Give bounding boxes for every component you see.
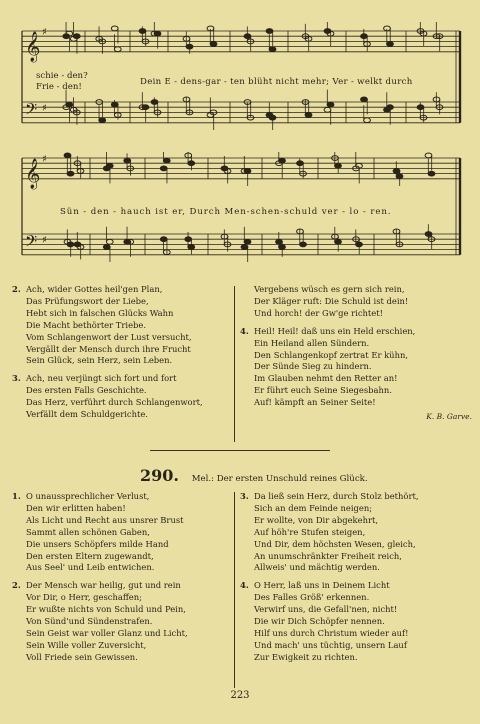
verse-number: 4. — [240, 325, 249, 336]
note-head — [210, 42, 217, 47]
verse-line — [240, 562, 472, 574]
verse-text: Des ersten Falls Geschichte. — [26, 385, 147, 396]
verse-line — [12, 355, 232, 367]
verse-text: Sein Glück, sein Herz, sein Leben. — [26, 355, 173, 366]
verse-line — [240, 628, 472, 640]
verse-text: Auf! kämpft an Seiner Seite! — [254, 397, 376, 408]
section-rule — [150, 450, 330, 451]
note-head — [335, 163, 342, 168]
verse-line — [240, 640, 472, 652]
verse-line — [240, 361, 472, 373]
note-head — [364, 118, 371, 123]
verse-line — [12, 515, 232, 527]
verse-text: Vom Schlangenwort der Lust versucht, — [26, 331, 192, 342]
note-head — [103, 245, 110, 250]
verse-line — [12, 652, 232, 664]
note-head — [186, 44, 193, 49]
note-head — [305, 113, 312, 118]
sharp-icon: ♯ — [42, 154, 47, 165]
bass-clef-icon: 𝄢 — [25, 100, 38, 123]
hymn-number: 290. — [140, 466, 179, 485]
verse-line — [12, 409, 232, 421]
verse-line — [12, 284, 232, 296]
column-divider-289 — [234, 286, 235, 442]
verse-text: Der Kläger ruft: Die Schuld ist dein! — [254, 295, 409, 306]
note-head — [279, 245, 286, 250]
author-signature: K. B. Garve. — [426, 412, 472, 422]
note-head — [99, 118, 106, 123]
lyric-system1-main: Dein E - dens-gar - ten blüht nicht mehr; Ver - welkt durch — [140, 77, 413, 87]
note-head — [335, 239, 342, 244]
verse-text: Ach, neu verjüngt sich fort und fort — [26, 373, 177, 384]
verse-line — [12, 604, 232, 616]
lyric-system2: Sün - den - hauch ist er, Durch Men-schen-schuld ver - lo - ren. — [60, 207, 392, 217]
verse-number: 1. — [12, 491, 21, 501]
verse-line — [240, 551, 472, 563]
verse-text: Vergebens wüsch es gern sich rein, — [254, 284, 405, 294]
hymn289-left-column — [12, 284, 232, 421]
verse-text: Als Licht und Recht aus unsrer Brust — [26, 514, 184, 525]
note-head — [396, 174, 403, 179]
verse-text: Den wir erlitten haben! — [26, 502, 126, 513]
verse-line — [240, 527, 472, 539]
note-head — [241, 245, 248, 250]
verse-line — [12, 628, 232, 640]
verse-line — [240, 296, 472, 308]
melody-note: Mel.: Der ersten Unschuld reines Glück. — [191, 474, 368, 484]
verse-text: Auf höh're Stufen steigen, — [254, 526, 366, 537]
verse-line — [240, 338, 472, 350]
note-head — [154, 31, 161, 36]
note-head — [73, 34, 80, 39]
verse-text: Den Schlangenkopf zertrat Er kühn, — [254, 349, 409, 360]
verse-text: Sein Wille voller Zuversicht, — [26, 639, 147, 650]
verse-text: Von Sünd'und Sündenstrafen. — [26, 616, 153, 627]
hymn290-heading — [140, 466, 368, 485]
verse-number: 4. — [240, 580, 249, 591]
verse-line — [240, 539, 472, 551]
verse-line — [12, 320, 232, 332]
note-head — [64, 153, 71, 158]
verse-line — [240, 350, 472, 362]
note-head — [106, 163, 113, 168]
note-head — [244, 169, 251, 174]
note-head — [279, 158, 286, 163]
verse-text: Das Herz, verführt durch Schlangenwort, — [26, 397, 203, 408]
hymn290-left-column — [12, 491, 232, 664]
verse-line — [240, 373, 472, 385]
verse-text: Aus Seel' und Leib entwichen. — [26, 562, 155, 573]
verse-line — [240, 491, 472, 503]
hymn289-right-column — [240, 284, 472, 423]
note-head — [160, 166, 167, 171]
note-head — [266, 29, 273, 34]
note-head — [327, 102, 334, 107]
verse-text: Ach, wider Gottes heil'gen Plan, — [26, 284, 163, 294]
note-head — [425, 153, 432, 158]
verse-text: Sammt allen schönen Gaben, — [26, 526, 150, 537]
verse-text: Sich an dem Feinde neigen; — [254, 502, 373, 513]
lyric-system1-left-top: schie - den? — [36, 71, 88, 81]
verse-text: Allweis' und mächtig werden. — [254, 562, 380, 573]
note-head — [387, 105, 394, 110]
verse-line — [12, 385, 232, 397]
verse-text: Vor Dir, o Herr, geschaffen; — [26, 592, 142, 603]
bass-clef-icon: 𝄢 — [25, 232, 38, 255]
verse-line — [240, 284, 472, 296]
verse-line — [12, 640, 232, 652]
verse-text: Die Macht bethörter Triebe. — [26, 319, 147, 330]
verse-text: Verwirf uns, die Gefall'nen, nicht! — [254, 604, 398, 615]
note-head — [67, 171, 74, 176]
verse-text: Den ersten Eltern zugewandt, — [26, 550, 154, 561]
treble-clef-icon: 𝄞 — [25, 31, 41, 62]
column-divider-290 — [234, 492, 235, 688]
verse-text: Vergällt der Mensch durch ihre Frucht — [26, 343, 191, 354]
note-head — [387, 42, 394, 47]
note-head — [188, 245, 195, 250]
verse-text: An unumschränkter Freiheit reich, — [254, 550, 402, 561]
verse-line — [12, 616, 232, 628]
verse-line — [12, 562, 232, 574]
note-head — [67, 242, 74, 247]
note-head — [269, 47, 276, 52]
verse-line — [240, 326, 472, 338]
verse-text: Der Sünde Sieg zu hindern. — [254, 361, 372, 372]
note-head — [114, 47, 121, 52]
verse-text: Ein Heiland allen Sündern. — [254, 337, 370, 348]
verse-line — [12, 527, 232, 539]
verse-line — [240, 308, 472, 320]
verse-line — [12, 503, 232, 515]
verse-text: O unaussprechlicher Verlust, — [26, 491, 150, 501]
verse-line — [240, 592, 472, 604]
verse-text: Und Dir, dem höchsten Wesen, gleich, — [254, 538, 416, 549]
verse-line — [12, 592, 232, 604]
verse-text: Sein Geist war voller Glanz und Licht, — [26, 627, 188, 638]
verse-line — [240, 580, 472, 592]
verse-text: Zur Ewigkeit zu richten. — [254, 651, 358, 662]
verse-number: 3. — [240, 491, 249, 501]
verse-number: 2. — [12, 580, 21, 591]
verse-text: Und horch! der Gw'ge richtet! — [254, 307, 383, 318]
verse-text: Er wußte nichts von Schuld und Pein, — [26, 604, 186, 615]
verse-text: O Herr, laß uns in Deinem Licht — [254, 580, 390, 591]
verse-number: 3. — [12, 373, 21, 384]
verse-line — [240, 604, 472, 616]
verse-line — [12, 580, 232, 592]
verse-text: Hebt sich in falschen Glücks Wahn — [26, 307, 174, 318]
verse-line — [12, 308, 232, 320]
verse-line — [12, 551, 232, 563]
note-head — [142, 105, 149, 110]
note-head — [188, 161, 195, 166]
verse-text: Der Mensch war heilig, gut und rein — [26, 580, 181, 591]
verse-line — [240, 616, 472, 628]
verse-text: Im Glauben nehmt den Retter an! — [254, 373, 398, 384]
note-head — [244, 239, 251, 244]
verse-text: Er wollte, von Dir abgekehrt, — [254, 514, 379, 525]
verse-text: Das Prüfungswort der Liebe, — [26, 295, 149, 306]
note-head — [269, 115, 276, 120]
verse-text: Die wir Dich Schöpfer nennen. — [254, 616, 385, 627]
verse-text: Heil! Heil! daß uns ein Held erschien, — [254, 325, 416, 336]
verse-line — [12, 344, 232, 356]
verse-text: Die unsers Schöpfers milde Hand — [26, 538, 169, 549]
verse-line — [12, 539, 232, 551]
note-head — [361, 97, 368, 102]
verse-line — [240, 503, 472, 515]
verse-text: Hilf uns durch Christum wieder auf! — [254, 627, 409, 638]
verse-line — [240, 652, 472, 664]
verse-text: Und mach' uns tüchtig, unsern Lauf — [254, 639, 407, 650]
verse-line — [12, 491, 232, 503]
verse-line — [12, 373, 232, 385]
note-head — [428, 171, 435, 176]
verse-text: Er führt euch Seine Siegesbahn. — [254, 385, 392, 396]
verse-line — [12, 296, 232, 308]
sharp-icon: ♯ — [42, 27, 47, 38]
note-head — [356, 242, 363, 247]
verse-text: Des Falles Größ' erkennen. — [254, 592, 370, 603]
verse-line — [240, 397, 472, 409]
verse-text: Verfällt dem Schuldgerichte. — [26, 409, 148, 420]
verse-number: 2. — [12, 284, 21, 294]
note-head — [106, 239, 113, 244]
verse-line — [240, 385, 472, 397]
sharp-icon: ♯ — [42, 103, 47, 115]
lyric-system1-left-bottom: Frie - den! — [36, 82, 82, 92]
note-head — [324, 107, 331, 112]
hymn290-right-column — [240, 491, 472, 664]
verse-line — [12, 332, 232, 344]
note-head — [163, 158, 170, 163]
note-head — [66, 102, 73, 107]
treble-clef-icon: 𝄞 — [25, 158, 41, 189]
verse-text: Da ließ sein Herz, durch Stolz bethört, — [254, 491, 419, 501]
note-head — [300, 242, 307, 247]
note-head — [111, 26, 118, 31]
verse-text: Voll Friede sein Gewissen. — [26, 651, 138, 662]
verse-line — [240, 515, 472, 527]
sharp-icon: ♯ — [42, 235, 47, 247]
page-number: 223 — [230, 690, 250, 701]
verse-line — [12, 397, 232, 409]
